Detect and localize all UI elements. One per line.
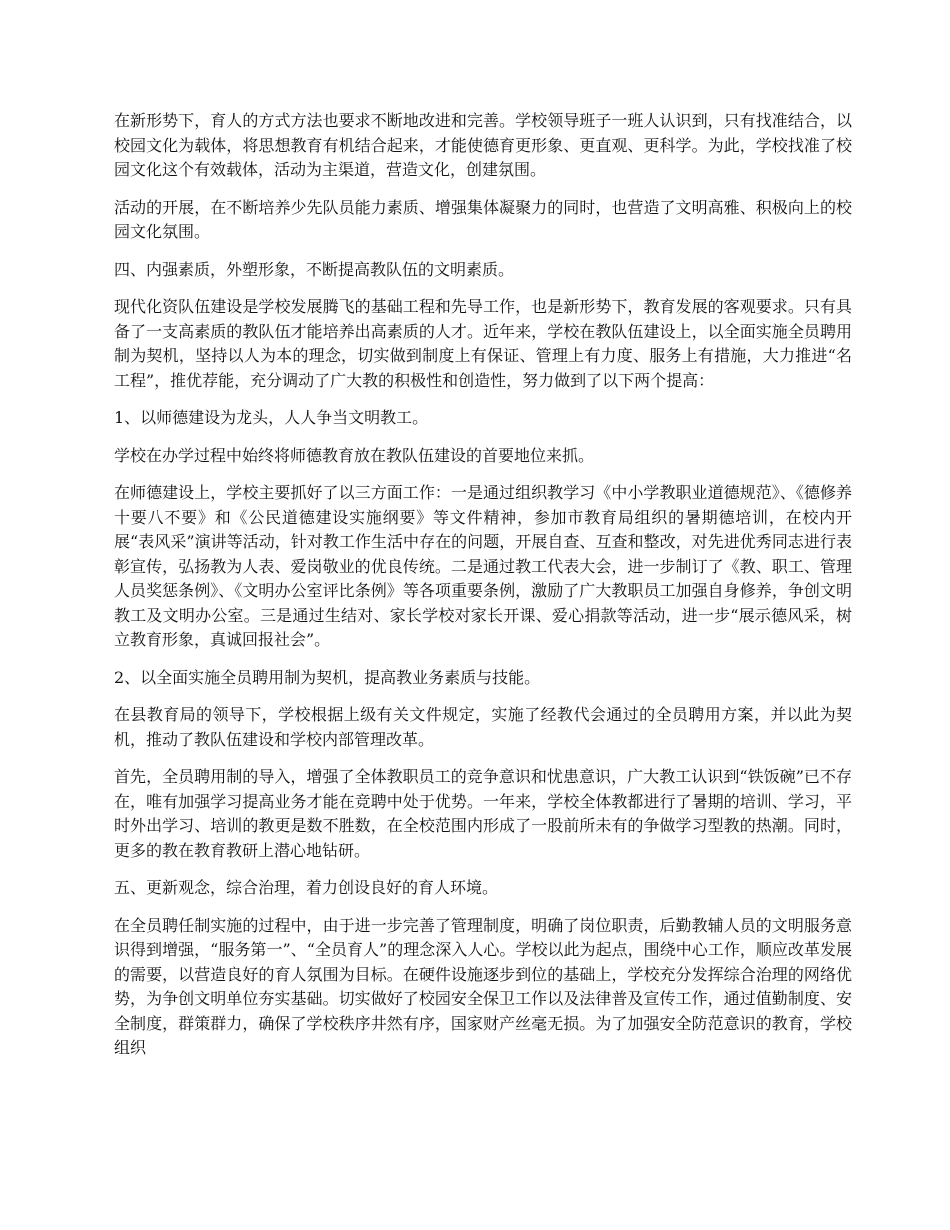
paragraph-teacher-team: 现代化资队伍建设是学校发展腾飞的基础工程和先导工作，也是新形势下，教育发展的客观要求。只有具备了一支高素质的教队伍才能培养出高素质的人才。近年来，学校在教队伍建设上，以全面实施全员聘用制为契机，坚持以人为本的理念，切实做到制度上有保证、管理上有力度、服务上有措施，大力推进“名工程”，推优荐能，充分调动了广大教的积极性和创造性，努力做到了以下两个提高： — [114, 297, 852, 390]
paragraph-competition: 首先，全员聘用制的导入，增强了全体教职员工的竞争意识和忧患意识，广大教工认识到“铁饭碗”已不存在，唯有加强学习提高业务才能在竞聘中处于优势。一年来，学校全体教都进行了暑期的培训、学习，平时外出学习、培训的教更是数不胜数，在全校范围内形成了一股前所未有的争做学习型教的热潮。同时，更多的教在教育教研上潜心地钻研。 — [114, 767, 852, 860]
section-heading-four: 四、内强素质，外塑形象，不断提高教队伍的文明素质。 — [114, 259, 515, 279]
section-heading-five: 五、更新观念，综合治理，着力创设良好的育人环境。 — [114, 878, 499, 897]
subheading-ethics: 1、以师德建设为龙头，人人争当文明教工。 — [114, 408, 429, 427]
paragraph-environment: 在全员聘任制实施的过程中，由于进一步完善了管理制度，明确了岗位职责，后勤教辅人员的文明服务意识得到增强，“服务第一”、“全员育人”的理念深入人心。学校以此为起点，围绕中心工作，顺应改革发展的需要，以营造良好的育人氛围为目标。在硬件设施逐步到位的基础上，学校充分发挥综合治理的网络优势，为争创文明单位夯实基础。切实做好了校园安全保卫工作以及法律普及宣传工作，通过值勤制度、安全制度，群策群力，确保了学校秩序井然有序，国家财产丝毫无损。为了加强安全防范意识的教育，学校组织 — [114, 915, 852, 1057]
paragraph-ethics-work: 在师德建设上，学校主要抓好了以三方面工作：一是通过组织教学习《中小学教职业道德规范》、《德修养十要八不要》和《公民道德建设实施纲要》等文件精神，参加市教育局组织的暑期德培训，在校内开展“表风采”演讲等活动，针对教工作生活中存在的问题，开展自查、互查和整改，对先进优秀同志进行表彰宣传，弘扬教为人表、爱岗敬业的优良传统。二是通过教工代表大会，进一步制订了《教、职工、管理人员奖惩条例》、《文明办公室评比条例》等各项重要条例，激励了广大教职员工加强自身修养，争创文明教工及文明办公室。三是通过生结对、家长学校对家长开课、爱心捐款等活动，进一步“展示德风采，树立教育形象，真诚回报社会”。 — [114, 483, 852, 649]
paragraph-campus-culture: 在新形势下，育人的方式方法也要求不断地改进和完善。学校领导班子一班人认识到，只有找准结合，以校园文化为载体，将思想教育有机结合起来，才能使德育更形象、更直观、更科学。为此，学校找准了校园文化这个有效载体，活动为主渠道，营造文化，创建氛围。 — [114, 111, 852, 179]
subheading-employment: 2、以全面实施全员聘用制为契机，提高教业务素质与技能。 — [114, 667, 541, 687]
paragraph-ethics-priority: 学校在办学过程中始终将师德教育放在教队伍建设的首要地位来抓。 — [114, 445, 595, 465]
paragraph-employment-plan: 在县教育局的领导下，学校根据上级有关文件规定，实施了经教代会通过的全员聘用方案，并以此为契机，推动了教队伍建设和学校内部管理改革。 — [114, 705, 852, 749]
paragraph-activities: 活动的开展，在不断培养少先队员能力素质、增强集体凝聚力的同时，也营造了文明高雅、积极向上的校园文化氛围。 — [114, 197, 852, 241]
document-page — [114, 109, 852, 1074]
